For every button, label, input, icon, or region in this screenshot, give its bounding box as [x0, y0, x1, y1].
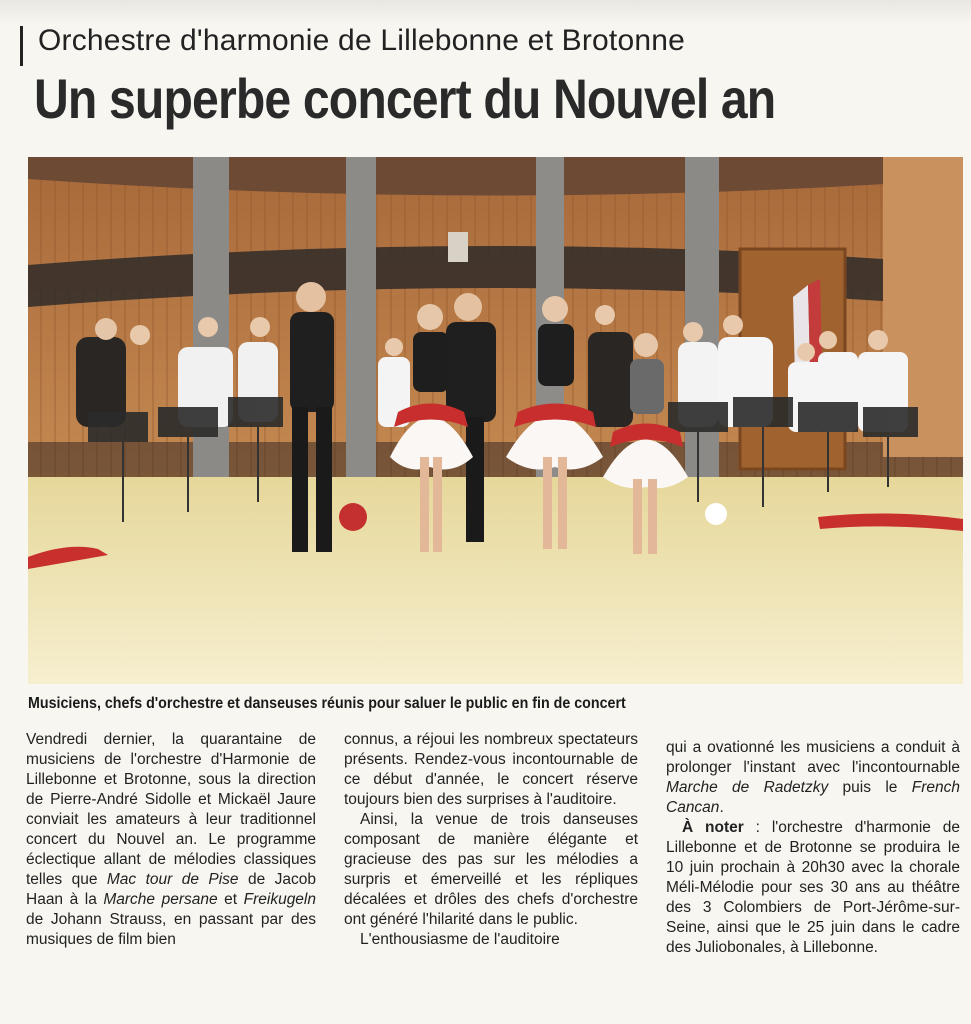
kicker-rule — [20, 26, 23, 66]
article-headline: Un superbe concert du Nouvel an — [34, 67, 776, 130]
photo-caption: Musiciens, chefs d'orchestre et danseuses réunis pour saluer le public en fin de concert — [28, 695, 626, 712]
paragraph-note — [666, 818, 960, 958]
adjacent-article-bleed-right — [938, 20, 971, 180]
article-column-3 — [666, 738, 960, 958]
article-column-2 — [344, 730, 638, 950]
paragraph-intro — [26, 730, 316, 950]
title-marche-persane: Marche persane — [103, 891, 218, 908]
concert-photo — [28, 157, 963, 684]
title-freikugeln: Freikugeln — [243, 891, 316, 908]
paragraph-2: Ainsi, la venue de trois danseuses composant de manière élégante et gracieuse des pas sur les mélodies a surpris et émerveillé et les répliques décalées et drôles des chefs d'orchestre ont généré l'hilarité dans le public. — [344, 811, 638, 928]
title-marche-de-radetzky: Marche de Radetzky — [666, 779, 829, 796]
text-run: de Johann Strauss, en passant par des musiques de film bien — [26, 911, 316, 948]
text-run: puis le — [828, 779, 912, 796]
paragraph-3: L'enthousiasme de l'auditoire — [360, 931, 560, 948]
text-run: Vendredi dernier, la quarantaine de musiciens de l'orchestre d'Harmonie de Lillebonne et Brotonne, sous la direction de Pierre-André Sidolle et Mickaël Jaure conviait les amateurs à leur traditionnel concert du Nouvel an. Le programme éclectique allant de mélodies classiques telles que — [26, 731, 316, 888]
text-run: qui a ovationné les musiciens a conduit à prolonger l'instant avec l'incontournable — [666, 739, 960, 776]
text-run: et — [217, 891, 244, 908]
title-french-cancan: French Cancan — [666, 779, 960, 816]
article-kicker: Orchestre d'harmonie de Lillebonne et Brotonne — [38, 24, 685, 57]
concert-photo-illustration — [28, 157, 963, 684]
adjacent-article-bleed — [0, 0, 971, 22]
title-mac-tour-de-pise: Mac tour de Pise — [106, 871, 239, 888]
note-text: : l'orchestre d'harmonie de Lillebonne et de Brotonne se produira le 10 juin prochain à 20h30 avec la chorale Méli-Mélodie pour ses 30 ans au théâtre des 3 Colombiers de Port-Jérôme-sur-Seine, ainsi que le 25 juin dans le cadre des Juliobonales, à Lillebonne. — [666, 819, 960, 956]
text-run: de Jacob Haan à la — [26, 871, 316, 908]
paragraph-1: connus, a réjoui les nombreux spectateurs présents. Rendez-vous incontournable de ce début d'année, le concert réserve toujours bien des surprises à l'auditoire. — [344, 731, 638, 808]
note-label: À noter — [682, 819, 744, 836]
paragraph-ovation — [666, 738, 960, 818]
article-column-1 — [26, 730, 316, 950]
text-run: . — [719, 799, 724, 816]
